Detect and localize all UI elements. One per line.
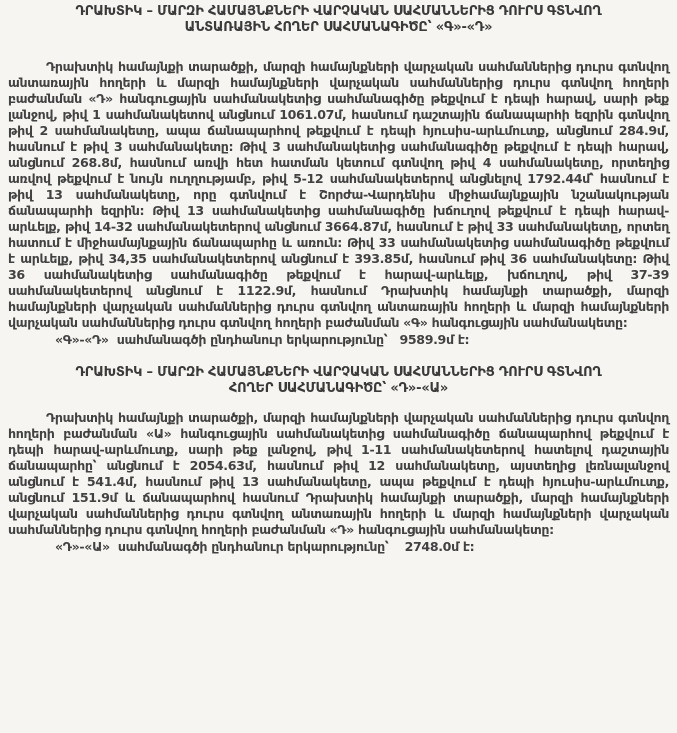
section-1-heading-line-1: ԴՐԱԽՏԻԿ – ՄԱՐԶԻ ՀԱՄԱՅՆՔՆԵՐԻ ՎԱՐՉԱԿԱՆ ՍԱՀՄԱՆՆԵՐԻՑ ԴՈՒՐՍ ԳՏՆՎՈՂ <box>75 4 602 19</box>
section-2-heading-line-1: ԴՐԱԽՏԻԿ – ՄԱՐԶԻ ՀԱՄԱՅՆՔՆԵՐԻ ՎԱՐՉԱԿԱՆ ՍԱՀՄԱՆՆԵՐԻՑ ԴՈՒՐՍ ԳՏՆՎՈՂ <box>75 365 602 380</box>
section-2-total-length-line: «Դ»-«Ա» սահմանագծի ընդհանուր երկարությունը՝ 2748.0մ է: <box>55 539 475 554</box>
section-1-total-length-line: «Գ»-«Դ» սահմանագծի ընդհանուր երկարությունը՝ 9589.9մ է: <box>55 332 470 347</box>
section-2-body-paragraph: Դրախտիկ համայնքի տարածքի, մարզի համայնքների վարչական սահմաններից դուրս գտնվող հողերի բաժանման «Ա» հանգուցային սահմանակետից սահմանագիծը ճանապարհով թեքվում է դեպի հարավ-արևմուտք, սարի թեք լանջով, թիվ 1-11 սահմանակետերով հատելով դաշտային ճանապարհը՝ անցնում է 2054.63մ, հասնում թիվ 12 սահմանակետը, այստեղից լեռնալանջով անցնում է 541.4մ, հասնում թիվ 13 սահմանակետը, ապա թեքվում է դեպի հյուսիս-արևմուտք, անցնում 151.9մ և ճանապարհով հասնում Դրախտիկ համայնքի տարածքի, մարզի համայնքների վարչական սահմաններից դուրս գտնվող անտառային հողերի և մարզի համայնքների վարչական սահմաններից դուրս գտնվող հողերի բաժանման «Դ» հանգուցային սահմանակետը: <box>8 410 669 537</box>
section-boundary-g-d <box>8 4 669 348</box>
section-2-heading-line-2: ՀՈՂԵՐ ՍԱՀՄԱՆԱԳԻԾԸ՝ «Դ»-«Ա» <box>228 381 449 396</box>
section-2-heading <box>8 365 669 397</box>
section-1-heading-line-2: ԱՆՏԱՌԱՅԻՆ ՀՈՂԵՐ ՍԱՀՄԱՆԱԳԻԾԸ՝ «Գ»-«Դ» <box>184 20 493 35</box>
section-1-body-paragraph: Դրախտիկ համայնքի տարածքի, մարզի համայնքների վարչական սահմաններից դուրս գտնվող անտառային հողերի և մարզի համայնքների վարչական սահմաններից դուրս գտնվող հողերի բաժանման «Դ» հանգուցային սահմանակետից սահմանագիծը թեքվում է դեպի հարավ, սարի թեք լանջով, թիվ 1 սահմանակետով անցնում 1061.07մ, հասնում դաշտային ճանապարհի եզրին գտնվող թիվ 2 սահմանակետը, ապա ճանապարհով թեքվում է դեպի հյուսիս-արևմուտք, անցնում 284.9մ, հասնում է թիվ 3 սահմանակետը: Թիվ 3 սահմանակետից սահմանագիծը թեքվում է դեպի հարավ, անցնում 268.8մ, հասնում առվի հետ հատման կետում գտնվող թիվ 4 սահմանակետը, որտեղից առվով թեքվում է նույն ուղղությամբ, թիվ 5-12 սահմանակետերով անցնելով 1792.44մ՝ հասնում է թիվ 13 սահմանակետը, որը գտնվում է Շորժա-Վարդենիս միջհամայնքային նշանակության ճանապարհի եզրին: Թիվ 13 սահմանակետից սահմանագիծը խճուղով թեքվում է դեպի հարավ-արևելք, թիվ 14-32 սահմանակետերով անցնում 3664.87մ, հասնում է թիվ 33 սահմանակետը, որտեղ հատում է միջհամայնքային ճանապարհը և առուն: Թիվ 33 սահմանակետից սահմանագիծը թեքվում է արևելք, թիվ 34,35 սահմանակետերով անցնում է 393.85մ, հասնում թիվ 36 սահմանակետը: Թիվ 36 սահմանակետից սահմանագիծը թեքվում է հարավ-արևելք, խճուղով, թիվ 37-39 սահմանակետերով անցնում է 1122.9մ, հասնում Դրախտիկ համայնքի տարածքի, մարզի համայնքների վարչական սահմաններից դուրս գտնվող անտառային հողերի և մարզի համայնքների վարչական սահմաններից դուրս գտնվող հողերի բաժանման «Գ» հանգուցային սահմանակետը: <box>8 59 669 330</box>
section-1-heading <box>8 4 669 36</box>
section-boundary-d-a <box>8 365 669 555</box>
